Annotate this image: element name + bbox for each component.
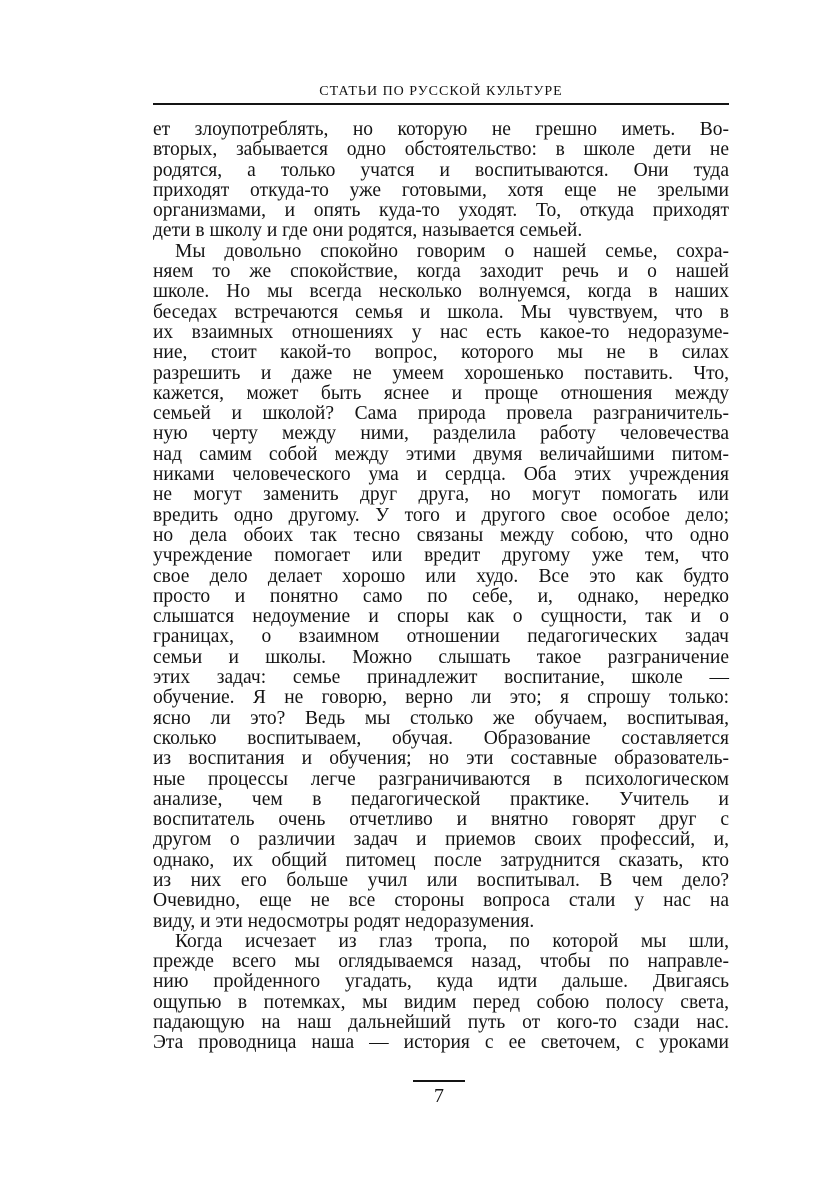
- text-line: беседах встречаются семья и школа. Мы чувствуем, что в: [153, 301, 729, 323]
- text-line: ет злоупотреблять, но которую не грешно иметь. Во-: [153, 119, 729, 140]
- text-line: дети в школу и где они родятся, называется семьей.: [153, 220, 583, 242]
- text-line: ясно ли это? Ведь мы столько же обучаем, воспитывая,: [153, 707, 729, 729]
- text-line: ную черту между ними, разделила работу человечества: [153, 423, 729, 445]
- text-line: этих задач: семье принадлежит воспитание, школе —: [153, 667, 729, 689]
- text-line: Очевидно, еще не все стороны вопроса стали у нас на: [153, 890, 729, 912]
- text-line: разрешить и даже не умеем хорошенько поставить. Что,: [153, 362, 729, 384]
- paragraph: [153, 120, 729, 242]
- text-line: няем то же спокойствие, когда заходит речь и о нашей: [153, 261, 729, 283]
- page-footer: [413, 1076, 465, 1116]
- text-line: родятся, а только учатся и воспитываются. Они туда: [153, 159, 729, 181]
- text-line: учреждение помогает или вредит другому уже тем, что: [153, 545, 729, 567]
- text-line: ощупью в потемках, мы видим перед собою полосу света,: [153, 991, 729, 1013]
- text-line: просто и понятно само по себе, и, однако, нередко: [153, 585, 729, 607]
- body-text: [153, 120, 729, 1054]
- text-line: приходят откуда-то уже готовыми, хотя еще не зрелыми: [153, 179, 729, 201]
- text-line: ные процессы легче разграничиваются в психологическом: [153, 768, 729, 790]
- text-line: школе. Но мы всегда несколько волнуемся, когда в наших: [153, 281, 729, 303]
- text-line: воспитатель очень отчетливо и внятно говорят друг с: [153, 809, 729, 831]
- text-line: падающую на наш дальнейший путь от кого-то сзади нас.: [153, 1012, 729, 1034]
- text-line: анализе, чем в педагогической практике. Учитель и: [153, 788, 729, 810]
- paragraph: [153, 932, 729, 1054]
- header-rule: [153, 103, 729, 105]
- text-line: семьи и школы. Можно слышать такое разграничение: [153, 646, 729, 668]
- text-line: вторых, забывается одно обстоятельство: в школе дети не: [153, 139, 729, 161]
- text-line: другом о различии задач и приемов своих профессий, и,: [153, 829, 729, 851]
- text-line: свое дело делает хорошо или худо. Все это как будто: [153, 565, 729, 587]
- text-line: Эта проводница наша — история с ее светочем, с уроками: [153, 1032, 729, 1054]
- text-line: нию пройденного угадать, куда идти дальше. Двигаясь: [153, 971, 729, 993]
- text-line: Когда исчезает из глаз тропа, по которой мы шли,: [175, 930, 729, 952]
- text-line: над самим собой между этими двумя величайшими питом-: [153, 443, 729, 465]
- text-line: однако, их общий питомец после затруднится сказать, кто: [153, 849, 729, 871]
- running-head: [153, 84, 729, 104]
- text-line: виду, и эти недосмотры родят недоразумения.: [153, 910, 535, 932]
- text-line: но дела обоих так тесно связаны между собою, что одно: [153, 524, 729, 546]
- text-line: границах, о взаимном отношении педагогических задач: [153, 626, 729, 648]
- text-line: слышатся недоумение и споры как о сущности, так и о: [153, 606, 729, 628]
- text-line: Мы довольно спокойно говорим о нашей семье, сохра-: [175, 240, 729, 262]
- text-line: никами человеческого ума и сердца. Оба этих учреждения: [153, 464, 729, 486]
- running-title: СТАТЬИ ПО РУССКОЙ КУЛЬТУРЕ: [319, 84, 563, 99]
- footer-rule: [413, 1080, 465, 1082]
- text-line: не могут заменить друг друга, но могут помогать или: [153, 484, 729, 506]
- text-line: сколько воспитываем, обучая. Образование составляется: [153, 727, 729, 749]
- paragraph: [153, 242, 729, 932]
- text-line: организмами, и опять куда-то уходят. То, откуда приходят: [153, 200, 729, 222]
- text-line: ние, стоит какой-то вопрос, которого мы не в силах: [153, 342, 729, 364]
- text-line: их взаимных отношениях у нас есть какое-то недоразуме-: [153, 321, 729, 343]
- text-line: кажется, может быть яснее и проще отношения между: [153, 382, 729, 404]
- text-line: прежде всего мы оглядываемся назад, чтобы по направле-: [153, 951, 729, 973]
- text-line: вредить одно другому. У того и другого свое особое дело;: [153, 504, 729, 526]
- text-line: из них его больше учил или воспитывал. В чем дело?: [153, 869, 729, 891]
- text-line: из воспитания и обучения; но эти составные образователь-: [153, 748, 729, 770]
- page-number: 7: [434, 1085, 444, 1107]
- text-line: обучение. Я не говорю, верно ли это; я спрошу только:: [153, 687, 729, 709]
- text-line: семьей и школой? Сама природа провела разграничитель-: [153, 403, 729, 425]
